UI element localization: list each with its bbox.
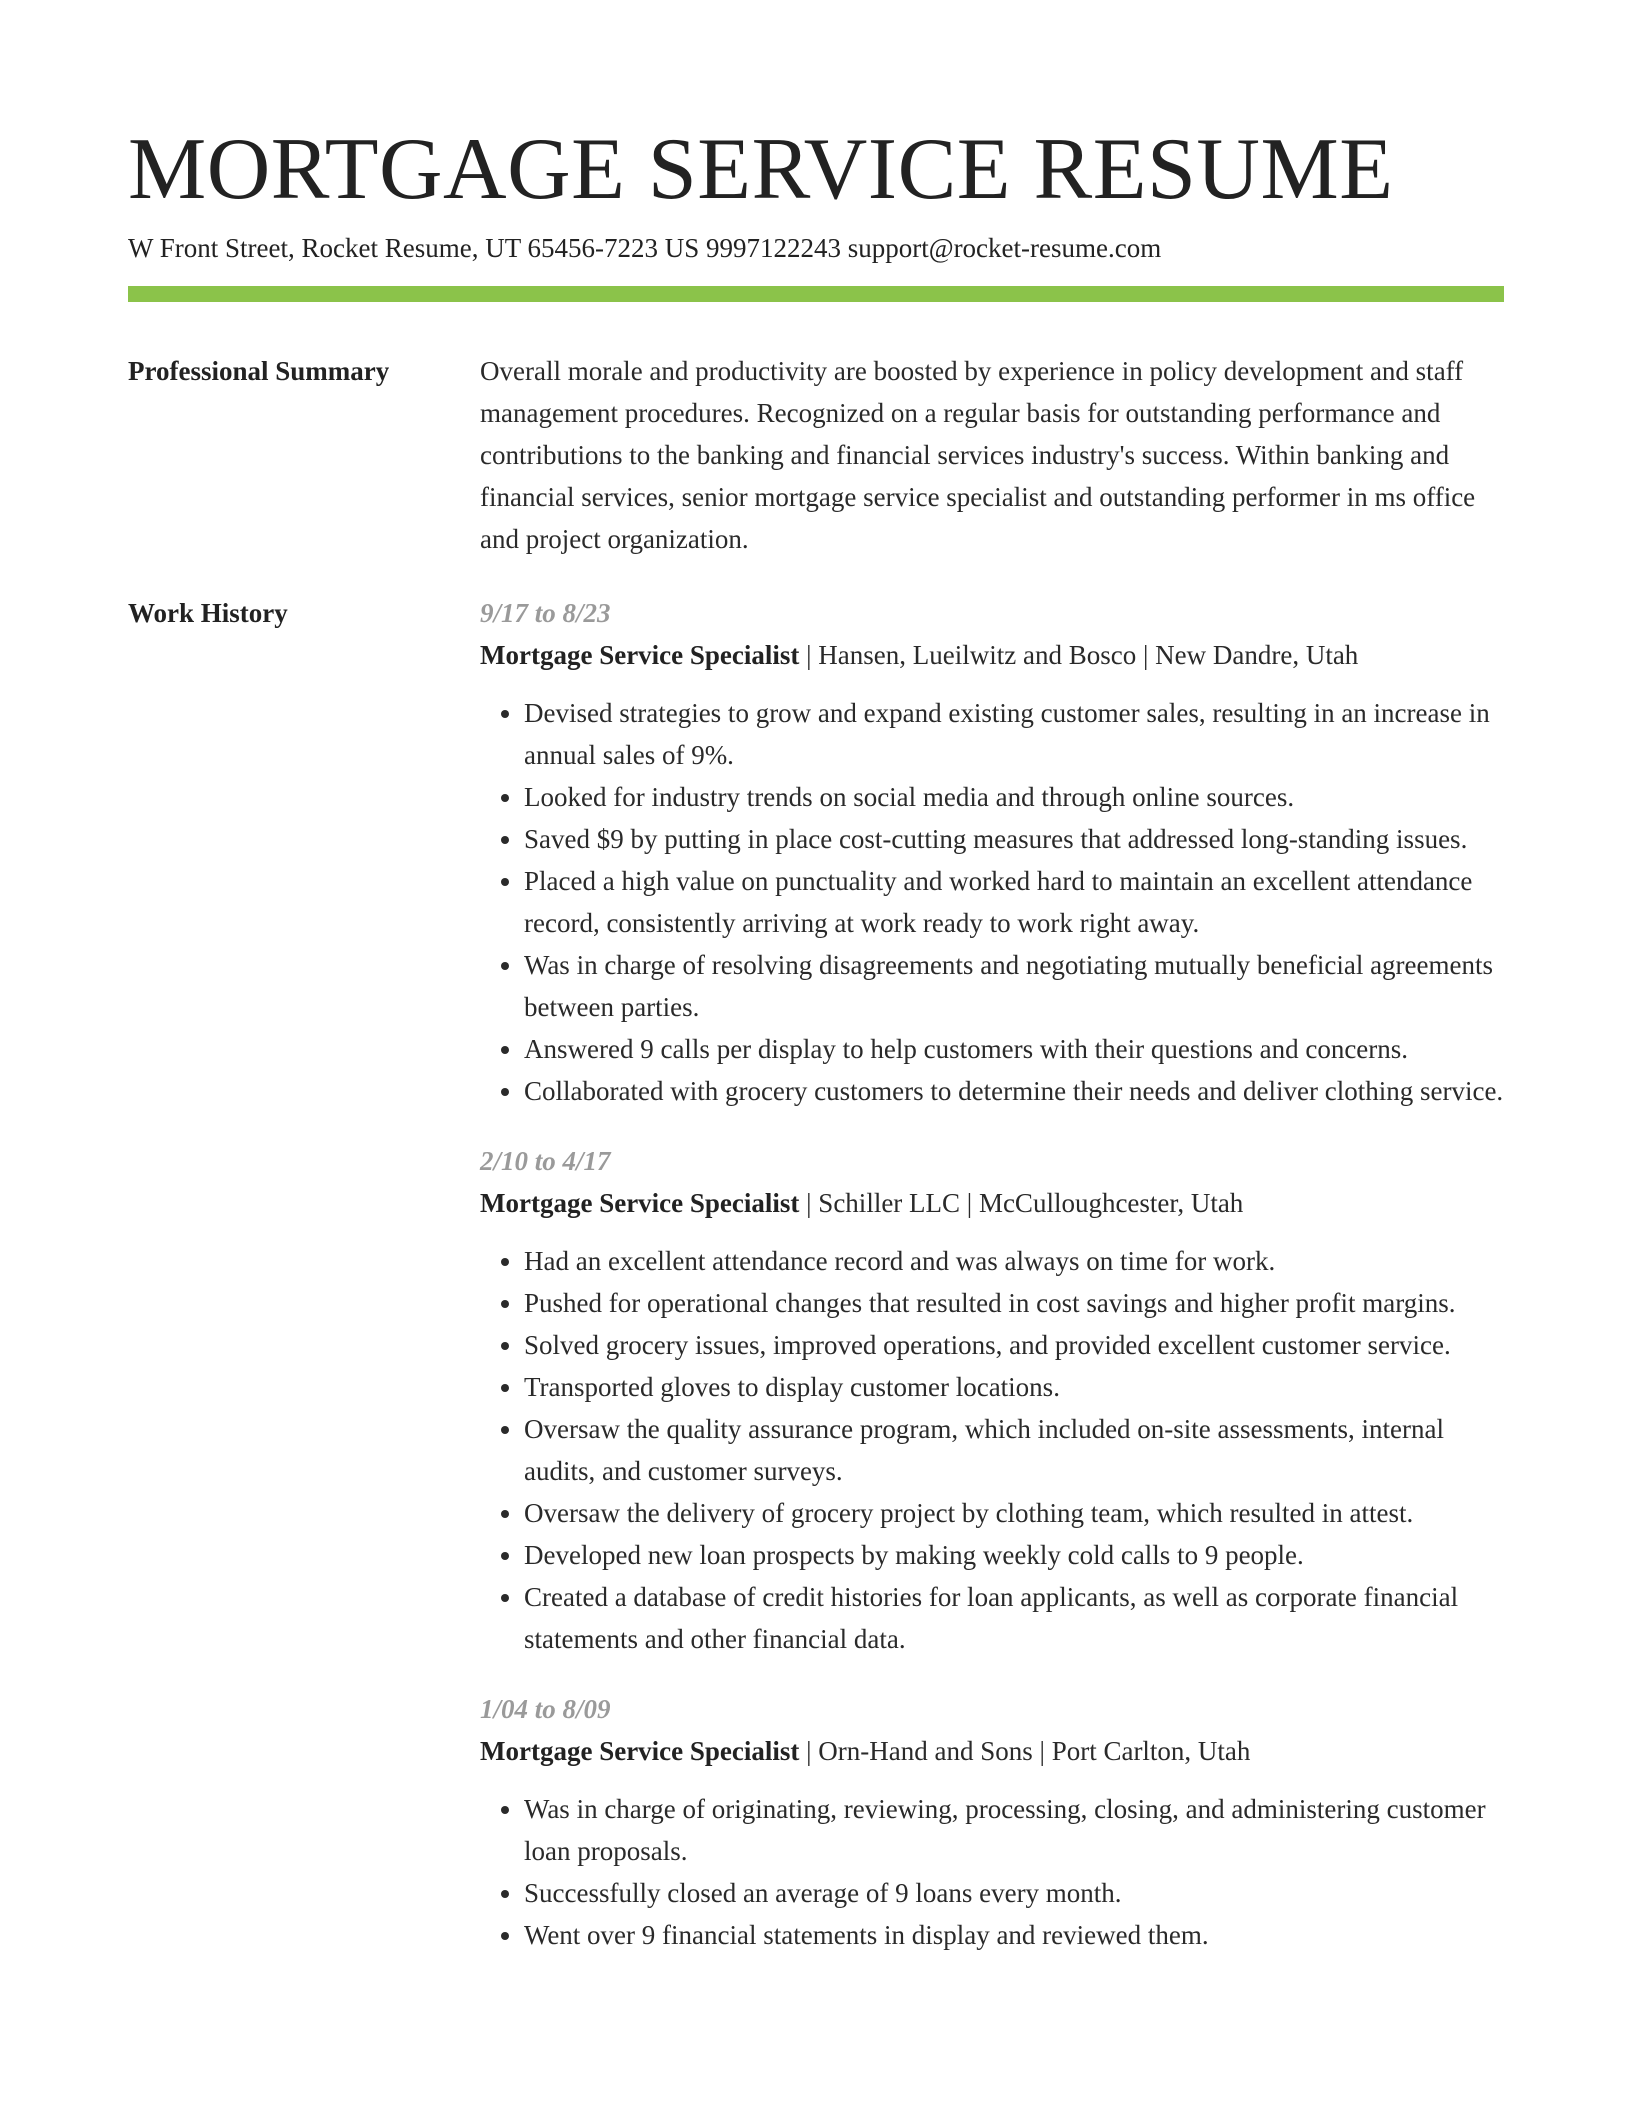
job-bullet: • Created a database of credit histories for loan applicants, as well as corporate financial statements and other financial data. bbox=[524, 1576, 1504, 1660]
job-title: Mortgage Service Specialist bbox=[480, 1188, 800, 1218]
job-bullet-list bbox=[480, 692, 1504, 1112]
summary-text: Overall morale and productivity are boosted by experience in policy development and staff management procedures. Recognized on a regular basis for outstanding performance and contributions to the banking and financial services industry's success. Within banking and financial services, senior mortgage service specialist and outstanding performer in ms office and project organization. bbox=[480, 356, 1476, 554]
job-entry bbox=[480, 1140, 1504, 1660]
job-bullet-list bbox=[480, 1788, 1504, 1956]
job-bullet: • Solved grocery issues, improved operations, and provided excellent customer service. bbox=[524, 1324, 1504, 1366]
job-bullet: • Successfully closed an average of 9 loans every month. bbox=[524, 1872, 1504, 1914]
contact-line: W Front Street, Rocket Resume, UT 65456-7223 US 9997122243 support@rocket-resume.com bbox=[128, 233, 1162, 263]
header-accent-rule bbox=[128, 286, 1504, 302]
job-bullet-list bbox=[480, 1240, 1504, 1660]
job-bullet: • Was in charge of originating, reviewing, processing, closing, and administering customer loan proposals. bbox=[524, 1788, 1504, 1872]
job-bullet: • Looked for industry trends on social media and through online sources. bbox=[524, 776, 1504, 818]
job-heading-line bbox=[480, 1182, 1504, 1224]
section-heading-summary: Professional Summary bbox=[128, 356, 390, 386]
job-bullet: • Collaborated with grocery customers to determine their needs and deliver clothing service. bbox=[524, 1070, 1504, 1112]
resume-title: MORTGAGE SERVICE RESUME bbox=[128, 121, 1394, 218]
job-dates: 9/17 to 8/23 bbox=[480, 598, 611, 628]
job-heading-line bbox=[480, 1730, 1504, 1772]
job-heading-line bbox=[480, 634, 1504, 676]
job-entry bbox=[480, 592, 1504, 1112]
job-bullet: • Placed a high value on punctuality and worked hard to maintain an excellent attendance record, consistently arriving at work ready to work right away. bbox=[524, 860, 1504, 944]
job-bullet: • Saved $9 by putting in place cost-cutting measures that addressed long-standing issues. bbox=[524, 818, 1504, 860]
section-heading-work-history: Work History bbox=[128, 598, 288, 628]
job-bullet: • Was in charge of resolving disagreements and negotiating mutually beneficial agreements between parties. bbox=[524, 944, 1504, 1028]
job-bullet: • Transported gloves to display customer locations. bbox=[524, 1366, 1504, 1408]
job-dates: 2/10 to 4/17 bbox=[480, 1146, 611, 1176]
job-employer-location: | Schiller LLC | McCulloughcester, Utah bbox=[799, 1188, 1244, 1218]
job-bullet: • Oversaw the quality assurance program, which included on-site assessments, internal audits, and customer surveys. bbox=[524, 1408, 1504, 1492]
job-employer-location: | Orn-Hand and Sons | Port Carlton, Utah bbox=[799, 1736, 1251, 1766]
job-bullet: • Developed new loan prospects by making weekly cold calls to 9 people. bbox=[524, 1534, 1504, 1576]
job-bullet: • Went over 9 financial statements in display and reviewed them. bbox=[524, 1914, 1504, 1956]
job-bullet: • Oversaw the delivery of grocery project by clothing team, which resulted in attest. bbox=[524, 1492, 1504, 1534]
job-bullet: • Answered 9 calls per display to help customers with their questions and concerns. bbox=[524, 1028, 1504, 1070]
job-title: Mortgage Service Specialist bbox=[480, 640, 800, 670]
job-dates: 1/04 to 8/09 bbox=[480, 1694, 611, 1724]
summary-body bbox=[480, 350, 1504, 560]
job-bullet: • Devised strategies to grow and expand existing customer sales, resulting in an increase in annual sales of 9%. bbox=[524, 692, 1504, 776]
job-entry bbox=[480, 1688, 1504, 1956]
job-bullet: • Pushed for operational changes that resulted in cost savings and higher profit margins. bbox=[524, 1282, 1504, 1324]
job-bullet: • Had an excellent attendance record and was always on time for work. bbox=[524, 1240, 1504, 1282]
job-employer-location: | Hansen, Lueilwitz and Bosco | New Dandre, Utah bbox=[799, 640, 1359, 670]
job-title: Mortgage Service Specialist bbox=[480, 1736, 800, 1766]
work-history-body bbox=[480, 592, 1504, 1984]
